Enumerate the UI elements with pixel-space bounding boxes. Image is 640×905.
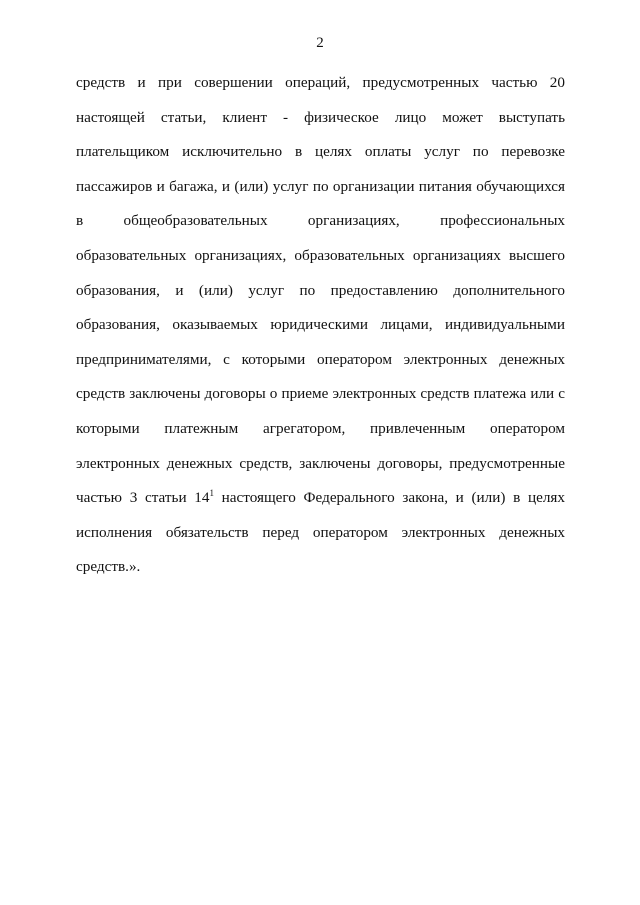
text-line: в общеобразовательных организациях, профессиональных — [76, 212, 565, 230]
text-line: плательщиком исключительно в целях оплаты услуг по перевозке — [76, 143, 565, 161]
text-line: средств и при совершении операций, предусмотренных частью 20 — [76, 74, 565, 91]
text-line-with-superscript — [76, 483, 565, 518]
page-number: 2 — [316, 35, 324, 51]
text-line: образования, и (или) услуг по предоставлению дополнительного — [76, 281, 565, 299]
body-text — [76, 68, 565, 587]
text-line: электронных денежных средств, заключены договоры, предусмотренные — [76, 454, 565, 472]
line-13-after: настоящего Федерального закона, и (или) в целях — [213, 489, 565, 507]
text-line: настоящей статьи, клиент - физическое лицо может выступать — [76, 108, 565, 126]
text-line: средств заключены договоры о приеме электронных средств платежа или с — [76, 385, 565, 403]
text-line: образовательных организациях, образовательных организациях высшего — [76, 246, 565, 264]
article-superscript: 1 — [209, 488, 214, 499]
text-line: пассажиров и багажа, и (или) услуг по организации питания обучающихся — [76, 177, 565, 195]
line-13-before: частью 3 статьи 14 — [76, 489, 210, 507]
text-line: предпринимателями, с которыми оператором электронных денежных — [76, 350, 565, 368]
text-line-final: средств.». — [76, 558, 141, 576]
text-line: исполнения обязательств перед оператором электронных денежных — [76, 523, 565, 541]
text-line: образования, оказываемых юридическими лицами, индивидуальными — [76, 316, 565, 334]
text-line: которыми платежным агрегатором, привлеченным оператором — [76, 419, 565, 437]
